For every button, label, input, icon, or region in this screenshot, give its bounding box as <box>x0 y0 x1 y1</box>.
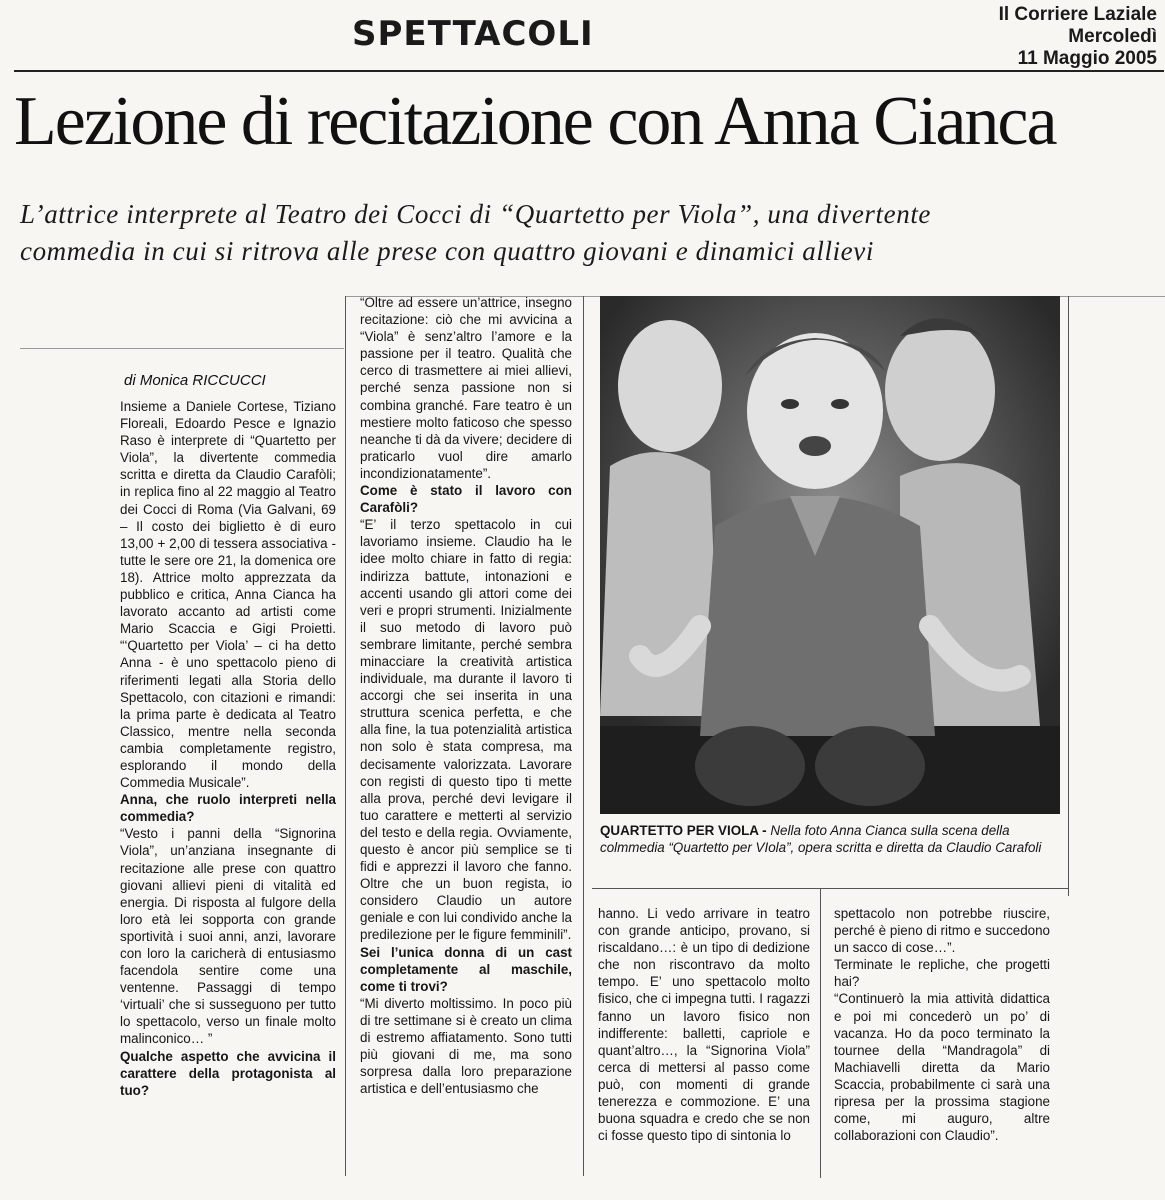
issue-date: 11 Maggio 2005 <box>1017 48 1157 69</box>
paragraph: “Oltre ad essere un’attrice, insegno recitazione: ciò che mi avvicina a “Viola” è senz’altro l’amore e la passione per il teatro. Qualità che cerco di trasmettere ai miei allievi, perché senza passione non si combina granché. Fare teatro è un mestiere molto faticoso che spesso neanche ti dà da vivere; decidere di praticarlo vuol dire amarlo incondizionatamente”. <box>360 295 572 481</box>
cast-photo-illustration <box>600 296 1060 814</box>
interview-question: Anna, che ruolo interpreti nella commedia? <box>120 792 336 825</box>
photo-caption <box>600 822 1060 856</box>
paragraph: spettacolo non potrebbe riuscire, perché è pieno di ritmo e succedono un sacco di cose…”. <box>834 906 1050 956</box>
byline: di Monica RICCUCCI <box>124 372 266 389</box>
photo-right-rule <box>1068 296 1069 896</box>
paragraph: Insieme a Daniele Cortese, Tiziano Floreali, Edoardo Pesce e Ignazio Raso è interprete di “Quartetto per Viola”, la divertente commedia scritta e diretta da Claudio Carafòli; in replica fino al 22 maggio al Teatro dei Cocci di Roma (Via Galvani, 69 – Il costo dei biglietto è di euro 13,00 + 2,00 di tessera associativa - tutte le sere ore 21, la domenica ore 18). Attrice molto apprezzata da pubblico e critica, Anna Cianca ha lavorato accanto ad artisti come Mario Scaccia e Gigi Proietti. “‘Quartetto per Viola’ – ci ha detto Anna - è uno spettacolo pieno di riferimenti legati alla Storia dello Spettacolo, con citazioni e rimandi: la prima parte è dedicata al Teatro Classico, mentre nella seconda cambia completamente registro, esplorando il mondo della Commedia Musicale”. <box>120 399 336 791</box>
subheadline-line-1: L’attrice interprete al Teatro dei Cocci di “Quartetto per Viola”, una divertente <box>20 199 932 229</box>
headline: Lezione di recitazione con Anna Cianca <box>14 83 1056 160</box>
article-column-2 <box>360 294 572 1097</box>
caption-title: QUARTETTO PER VIOLA - <box>600 823 767 838</box>
paragraph: “Mi diverto moltissimo. In poco più di tre settimane si è creato un clima di estremo affiatamento. Sono tutti più giovani di me, ma sono sorpresa dalla loro preparazione artistica e dell’entusiasmo che <box>360 995 572 1097</box>
column-divider-3 <box>820 888 821 1178</box>
cast-photo <box>600 296 1060 814</box>
interview-question: Sei l’unica donna di un cast completamente al maschile, come ti trovi? <box>360 944 572 994</box>
paragraph: “Continuerò la mia attività didattica e poi mi concederò un po’ di vacanza. Ho da poco terminato la tournee della “Mandragola” di Machiavelli diretta da Mario Scaccia, probabilmente ci sarà una ripresa per la prossima stagione come, mi auguro, altre collaborazioni con Claudio”. <box>834 991 1050 1144</box>
paragraph: “E’ il terzo spettacolo in cui lavoriamo insieme. Claudio ha le idee molto chiare in fatto di regia: indirizza battute, intonazioni e accenti usando gli attori come dei veri e propri strumenti. Inizialmente il suo metodo di lavoro può sembrare limitante, perché sembra minacciare la creatività artistica individuale, ma durante il lavoro ti accorgi che sei inserita in una struttura scenica perfetta, e che alla fine, la tua potenzialità artistica non solo è stata compresa, ma decisamente valorizzata. Lavorare con registi di questo tipo ti mette alla prova, perché devi levigare il tuo carattere e metterti al servizio del testo e della regia. Ovviamente, questo è ancor più semplice se ti fidi e apprezzi il lavoro che fanno. Oltre che un buon regista, io considero Claudio un autore geniale e con lui condivido anche la predilezione per le figure femminili”. <box>360 517 572 943</box>
paragraph: Terminate le repliche, che progetti hai? <box>834 957 1050 990</box>
interview-question: Qualche aspetto che avvicina il carattere della protagonista al tuo? <box>120 1048 336 1098</box>
header-rule <box>14 70 1164 72</box>
subheadline <box>20 196 1160 270</box>
column-divider-2 <box>583 296 584 1176</box>
interview-question: Come è stato il lavoro con Carafòli? <box>360 483 572 516</box>
masthead <box>999 4 1157 70</box>
section-label: SPETTACOLI <box>352 14 594 54</box>
article-column-4 <box>834 905 1050 1144</box>
lower-section-rule <box>592 888 1068 889</box>
byline-rule <box>20 348 344 349</box>
column-divider-1 <box>345 296 346 1176</box>
newspaper-name: Il Corriere Laziale <box>998 4 1157 25</box>
paragraph: hanno. Li vedo arrivare in teatro con grande anticipo, provano, si riscaldano…: è un tipo di dedizione che non riscontravo da molto tempo. E’ uno spettacolo molto fisico, che ci impegna tutti. I ragazzi fanno un lavoro fisico non indifferente: balletti, capriole e quant’altro…, la “Signorina Viola” cerca di mettersi al passo come può, con momenti di grande tenerezza e commozione. E’ una buona squadra e credo che se non ci fosse questo tipo di sintonia lo <box>598 906 810 1144</box>
weekday: Mercoledì <box>1068 26 1157 47</box>
paragraph: “Vesto i panni della “Signorina Viola”, un’anziana insegnante di recitazione alle prese con quattro giovani allievi pieni di vitalità ed energia. Di risposta al fulgore della loro età lei sopporta con grande sportività i suoi anni, anzi, lavorare con loro la caricherà di entusiasmo facendola sentire come una ventenne. Passaggi di tempo ‘virtuali’ che si susseguono per tutto lo spettacolo, verso un finale molto malinconico… ” <box>120 826 336 1047</box>
subheadline-line-2: commedia in cui si ritrova alle prese con quattro giovani e dinamici allievi <box>20 236 874 266</box>
article-column-3 <box>598 905 810 1144</box>
caption-text: Nella foto Anna Cianca sulla scena della colmmedia “Quartetto per VIola”, opera scritta e diretta da Claudio Carafoli <box>600 823 1042 855</box>
article-column-1 <box>120 398 336 1099</box>
